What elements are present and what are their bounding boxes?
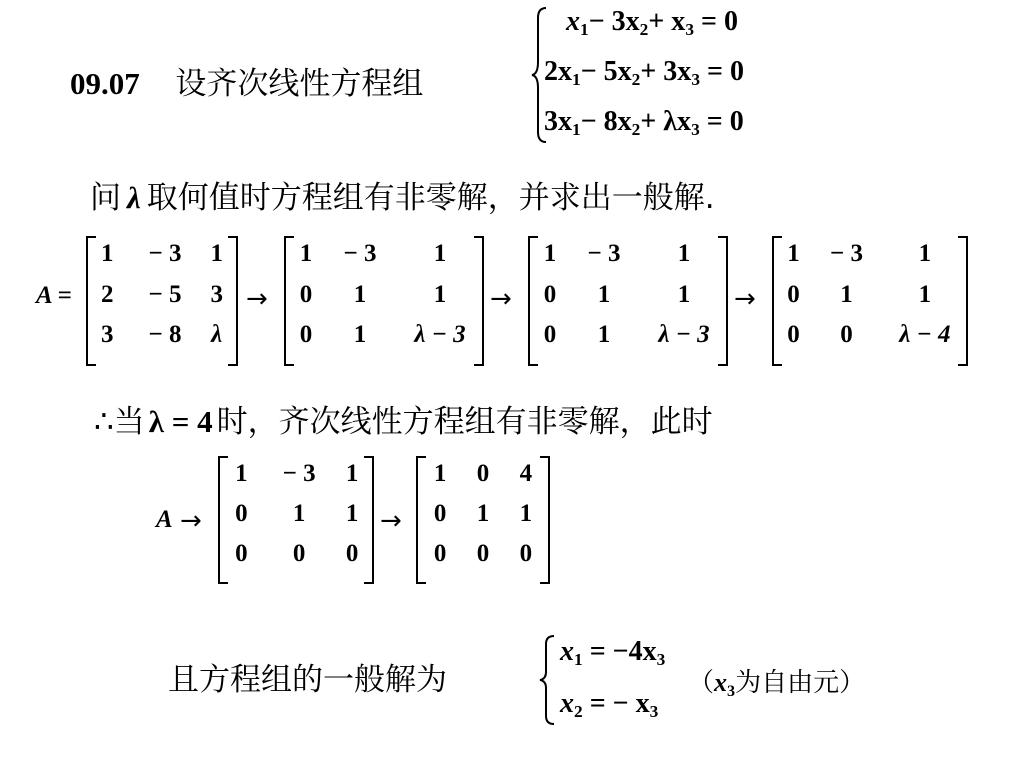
matrix-cell: λ − 4 [899,321,951,349]
question-line: 问 λ 取何值时方程组有非零解，并求出一般解. [90,180,715,216]
arrow-2: → [490,284,512,314]
solution-brace-icon [538,634,556,726]
arrow-5: → [380,506,402,536]
equation-1: $x_1- 3x_2+ x_3 = 0$ [566,6,738,40]
right-bracket [958,236,968,366]
arrow-4: → [180,506,202,536]
conclusion-line: ∴当 λ = 4 时，齐次线性方程组有非零解，此时 [94,404,713,440]
matrix-cell: 1 [476,500,490,527]
matrix-cell: − 3 [282,460,316,487]
right-bracket [474,236,484,366]
matrix-6 [416,456,550,584]
left-bracket [218,456,228,584]
problem-title: 设齐次线性方程组 [175,66,424,102]
matrix-cell: 1 [433,280,447,308]
matrix-cell: 0 [299,280,313,308]
equation-3: $3x_1- 8x_2+ \lambda x_3 = 0$ [544,106,744,140]
equation-2: $2x_1- 5x_2+ 3x_3 = 0$ [544,56,744,90]
matrix-cell: 0 [543,280,557,308]
matrix-a-label: A = [36,282,72,309]
matrix-cell: 1 [433,240,447,267]
matrix-cell: 0 [787,280,800,308]
matrix-cell: − 3 [587,240,621,267]
right-bracket [718,236,728,366]
matrix-5 [218,456,374,584]
matrix-cell: 0 [840,321,853,349]
matrix-cell: 1 [787,240,800,267]
matrix-cell: 1 [353,321,367,349]
matrix-a-label-2: A [156,506,173,533]
matrix-cell: 1 [918,280,932,308]
matrix-cell: λ − 3 [658,321,710,349]
matrix-cell: − 3 [343,240,377,267]
matrix-cell: 1 [433,460,447,487]
right-bracket [364,456,374,584]
matrix-cell: 1 [677,240,691,267]
matrix-cell: 1 [353,280,367,308]
matrix-cell: 0 [519,540,533,567]
matrix-cell: 0 [543,321,557,349]
matrix-cell: 1 [101,240,114,267]
matrix-cell: λ [211,321,223,349]
matrix-cell: 1 [519,500,533,527]
matrix-cell: − 5 [148,280,182,308]
matrix-cell: 1 [840,280,853,308]
matrix-cell: 1 [918,240,932,267]
matrix-4 [772,236,968,366]
left-bracket [86,236,96,366]
solution-1: $x_1 = -4x_3$ [560,636,666,670]
matrix-cell: 1 [299,240,313,267]
matrix-cell: 0 [476,540,490,567]
matrix-cell: λ − 3 [414,321,466,349]
right-bracket [540,456,550,584]
matrix-cell: 1 [345,460,359,487]
matrix-3 [528,236,728,366]
matrix-cell: 3 [210,280,223,308]
matrix-cell: − 3 [148,240,182,267]
matrix-cell: 4 [519,460,533,487]
matrix-cell: 0 [292,540,306,567]
matrix-2 [284,236,484,366]
matrix-cell: 1 [597,280,611,308]
matrix-cell: 1 [543,240,557,267]
arrow-1: → [246,284,268,314]
problem-number: 09.07 [70,66,140,101]
matrix-cell: − 3 [829,240,863,267]
matrix-cell: 0 [433,500,447,527]
left-bracket [416,456,426,584]
problem-header [70,58,423,103]
matrix-cell: 0 [299,321,313,349]
matrix-cell: 1 [677,280,691,308]
matrix-cell: 1 [345,500,359,527]
matrix-cell: 0 [235,500,248,527]
matrix-cell: 0 [433,540,447,567]
matrix-cell: 2 [101,280,114,308]
matrix-cell: 1 [210,240,223,267]
solution-2: $x_2$ = − $x_3$ [560,688,659,722]
matrix-cell: 0 [345,540,359,567]
general-solution-label: 且方程组的一般解为 [168,662,447,698]
left-bracket [284,236,294,366]
arrow-3: → [734,284,756,314]
matrix-cell: 1 [597,321,611,349]
matrix-cell: 3 [101,321,114,349]
matrix-cell: 0 [235,540,248,567]
matrix-cell: − 8 [148,321,182,349]
equation-system [530,2,790,147]
matrix-cell: 1 [235,460,248,487]
matrix-cell: 0 [787,321,800,349]
matrix-cell: 0 [476,460,490,487]
right-bracket [228,236,238,366]
left-bracket [772,236,782,366]
free-variable-note: （$x_3$为自由元） [688,668,866,700]
matrix-1 [86,236,238,366]
left-bracket [528,236,538,366]
matrix-cell: 1 [292,500,306,527]
